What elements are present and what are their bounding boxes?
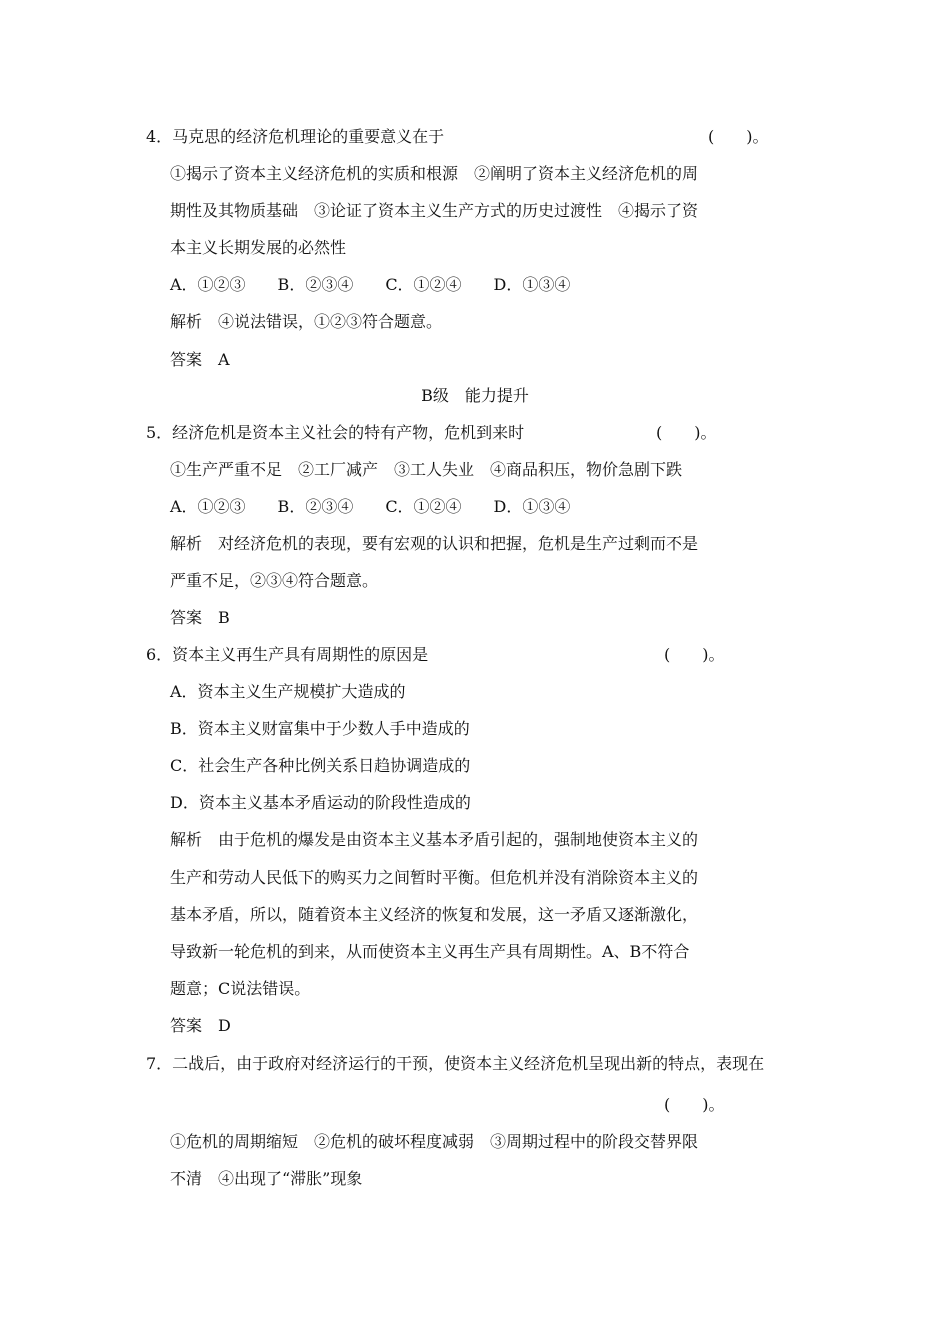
q6-option-d: D．资本主义基本矛盾运动的阶段性造成的: [170, 793, 471, 812]
q6-stem: 6．资本主义再生产具有周期性的原因是: [146, 645, 429, 664]
q4-choices: A．①②③ B．②③④ C．①②④ D．①③④: [170, 275, 571, 294]
q5-choices: A．①②③ B．②③④ C．①②④ D．①③④: [170, 497, 571, 516]
q6-option-c: C．社会生产各种比例关系日趋协调造成的: [170, 756, 471, 775]
q6-option-b: B．资本主义财富集中于少数人手中造成的: [170, 719, 470, 738]
q5-answer-bracket: ( )。: [656, 423, 717, 442]
q5-answer: 答案 B: [170, 608, 230, 627]
q6-option-a: A．资本主义生产规模扩大造成的: [170, 682, 406, 701]
q6-answer: 答案 D: [170, 1016, 231, 1035]
q6-analysis-line: 导致新一轮危机的到来，从而使资本主义再生产具有周期性。A、B不符合: [170, 942, 690, 961]
q7-answer-bracket: ( )。: [664, 1095, 725, 1114]
q6-analysis-line: 题意；C说法错误。: [170, 979, 311, 998]
q5-analysis-line: 解析 对经济危机的表现，要有宏观的认识和把握，危机是生产过剩而不是: [170, 534, 699, 553]
q6-analysis-line: 生产和劳动人民低下的购买力之间暂时平衡。但危机并没有消除资本主义的: [170, 868, 699, 887]
q4-option-line: 本主义长期发展的必然性: [170, 238, 347, 257]
q5-options: ①生产严重不足 ②工厂减产 ③工人失业 ④商品积压，物价急剧下跌: [170, 460, 683, 479]
q6-analysis-line: 基本矛盾，所以，随着资本主义经济的恢复和发展，这一矛盾又逐渐激化，: [170, 905, 699, 924]
q7-stem: 7．二战后，由于政府对经济运行的干预，使资本主义经济危机呈现出新的特点，表现在: [146, 1054, 765, 1073]
q7-option-line: 不清 ④出现了“滞胀”现象: [170, 1169, 363, 1188]
q4-option-line: 期性及其物质基础 ③论证了资本主义生产方式的历史过渡性 ④揭示了资: [170, 201, 699, 220]
q5-stem: 5．经济危机是资本主义社会的特有产物，危机到来时: [146, 423, 525, 442]
q6-answer-bracket: ( )。: [664, 645, 725, 664]
section-heading: B级 能力提升: [421, 386, 529, 405]
q4-analysis: 解析 ④说法错误，①②③符合题意。: [170, 312, 443, 331]
q7-option-line: ①危机的周期缩短 ②危机的破坏程度减弱 ③周期过程中的阶段交替界限: [170, 1132, 699, 1151]
q5-analysis-line: 严重不足，②③④符合题意。: [170, 571, 379, 590]
q4-answer: 答案 A: [170, 350, 230, 369]
q4-option-line: ①揭示了资本主义经济危机的实质和根源 ②阐明了资本主义经济危机的周: [170, 164, 699, 183]
q6-analysis-line: 解析 由于危机的爆发是由资本主义基本矛盾引起的，强制地使资本主义的: [170, 830, 699, 849]
q4-stem: 4．马克思的经济危机理论的重要意义在于: [146, 127, 445, 146]
q4-answer-bracket: ( )。: [708, 127, 769, 146]
